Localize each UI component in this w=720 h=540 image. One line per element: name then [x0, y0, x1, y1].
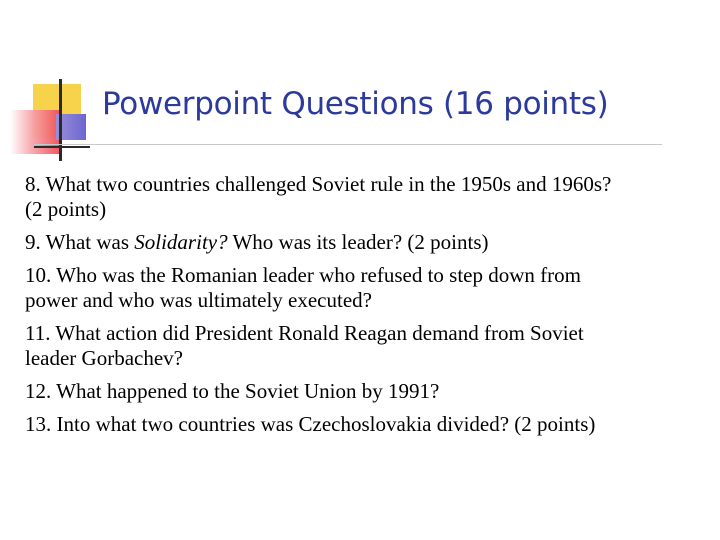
title-underline [34, 144, 662, 145]
slide-title: Powerpoint Questions (16 points) [102, 86, 609, 122]
question-12: 12. What happened to the Soviet Union by 1991? [25, 379, 440, 403]
question-9-term: Solidarity? [134, 230, 228, 254]
question-9-suffix: Who was its leader? (2 points) [227, 230, 489, 254]
vertical-rule [59, 79, 62, 161]
question-8: 8. What two countries challenged Soviet rule in the 1950s and 1960s? (2 points) [25, 172, 612, 221]
question-10: 10. Who was the Romanian leader who refused to step down from power and who was ultimately executed? [25, 263, 581, 312]
question-list [25, 172, 625, 445]
question-9 [25, 230, 625, 255]
question-11: 11. What action did President Ronald Reagan demand from Soviet leader Gorbachev? [25, 321, 584, 370]
question-13: 13. Into what two countries was Czechoslovakia divided? (2 points) [25, 412, 596, 436]
short-horizontal-rule [34, 146, 90, 148]
question-9-prefix: 9. What was [25, 230, 135, 254]
